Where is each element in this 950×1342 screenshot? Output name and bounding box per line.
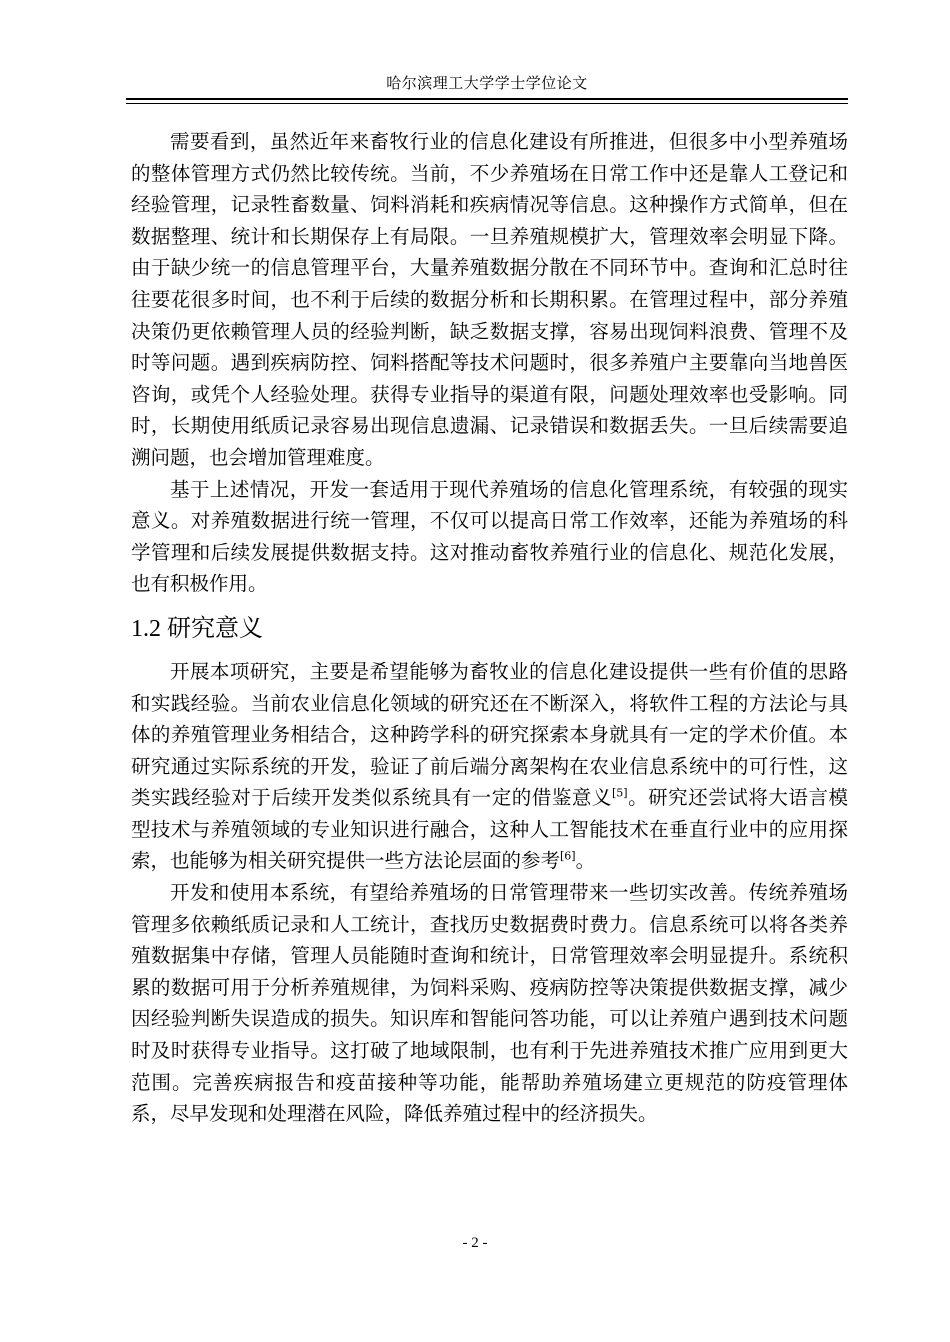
section-title: 研究意义 (167, 613, 263, 642)
header-rule-thin (126, 103, 848, 104)
page-number: - 2 - (462, 1235, 488, 1251)
paragraph-3-text-c: 。 (575, 849, 596, 873)
paragraph-4: 开发和使用本系统，有望给养殖场的日常管理带来一些切实改善。传统养殖场管理多依赖纸质记录和人工统计，查找历史数据费时费力。信息系统可以将各类养殖数据集中存储，管理人员能随时查询和统计，日常管理效率会明显提升。系统积累的数据可用于分析养殖规律，为饲料采购、疫病防控等决策提供数据支撑，减少因经验判断失误造成的损失。知识库和智能问答功能，可以让养殖户遇到技术问题时及时获得专业指导。这打破了地域限制，也有利于先进养殖技术推广应用到更大范围。完善疾病报告和疫苗接种等功能，能帮助养殖场建立更规范的防疫管理体系，尽早发现和处理潜在风险，降低养殖过程中的经济损失。 (131, 881, 848, 1126)
paragraph-2: 基于上述情况，开发一套适用于现代养殖场的信息化管理系统，有较强的现实意义。对养殖数据进行统一管理，不仅可以提高日常工作效率，还能为养殖场的科学管理和后续发展提供数据支持。这对推动畜牧养殖行业的信息化、规范化发展，也有积极作用。 (131, 477, 848, 596)
header-rule-thick (126, 98, 848, 100)
section-heading (131, 609, 848, 648)
paragraph-3-text-a: 开展本项研究，主要是希望能够为畜牧业的信息化建设提供一些有价值的思路和实践经验。当前农业信息化领域的研究还在不断深入，将软件工程的方法论与具体的养殖管理业务相结合，这种跨学科的研究探索本身就具有一定的学术价值。本研究通过实际系统的开发，验证了前后端分离架构在农业信息系统中的可行性，这类实践经验对于后续开发类似系统具有一定的借鉴意义 (131, 659, 848, 810)
page-header-title: 哈尔滨理工大学学士学位论文 (386, 74, 588, 92)
paragraph-3 (131, 656, 848, 877)
paragraph-1: 需要看到，虽然近年来畜牧行业的信息化建设有所推进，但很多中小型养殖场的整体管理方式仍然比较传统。当前，不少养殖场在日常工作中还是靠人工登记和经验管理，记录牲畜数量、饲料消耗和疾病情况等信息。这种操作方式简单，但在数据整理、统计和长期保存上有局限。一旦养殖规模扩大，管理效率会明显下降。由于缺少统一的信息管理平台，大量养殖数据分散在不同环节中。查询和汇总时往往要花很多时间，也不利于后续的数据分析和长期积累。在管理过程中，部分养殖决策仍更依赖管理人员的经验判断，缺乏数据支撑，容易出现饲料浪费、管理不及时等问题。遇到疾病防控、饲料搭配等技术问题时，很多养殖户主要靠向当地兽医咨询，或凭个人经验处理。获得专业指导的渠道有限，问题处理效率也受影响。同时，长期使用纸质记录容易出现信息遗漏、记录错误和数据丢失。一旦后续需要追溯问题，也会增加管理难度。 (131, 130, 848, 469)
paragraph-3-text-b: 。研究还尝试将大语言模型技术与养殖领域的专业知识进行融合，这种人工智能技术在垂直行业中的应用探索，也能够为相关研究提供一些方法论层面的参考 (131, 786, 848, 873)
citation-6[interactable]: [6] (560, 849, 576, 863)
document-body (131, 126, 848, 1130)
section-number: 1.2 (131, 615, 161, 642)
citation-5[interactable]: [5] (611, 786, 628, 800)
